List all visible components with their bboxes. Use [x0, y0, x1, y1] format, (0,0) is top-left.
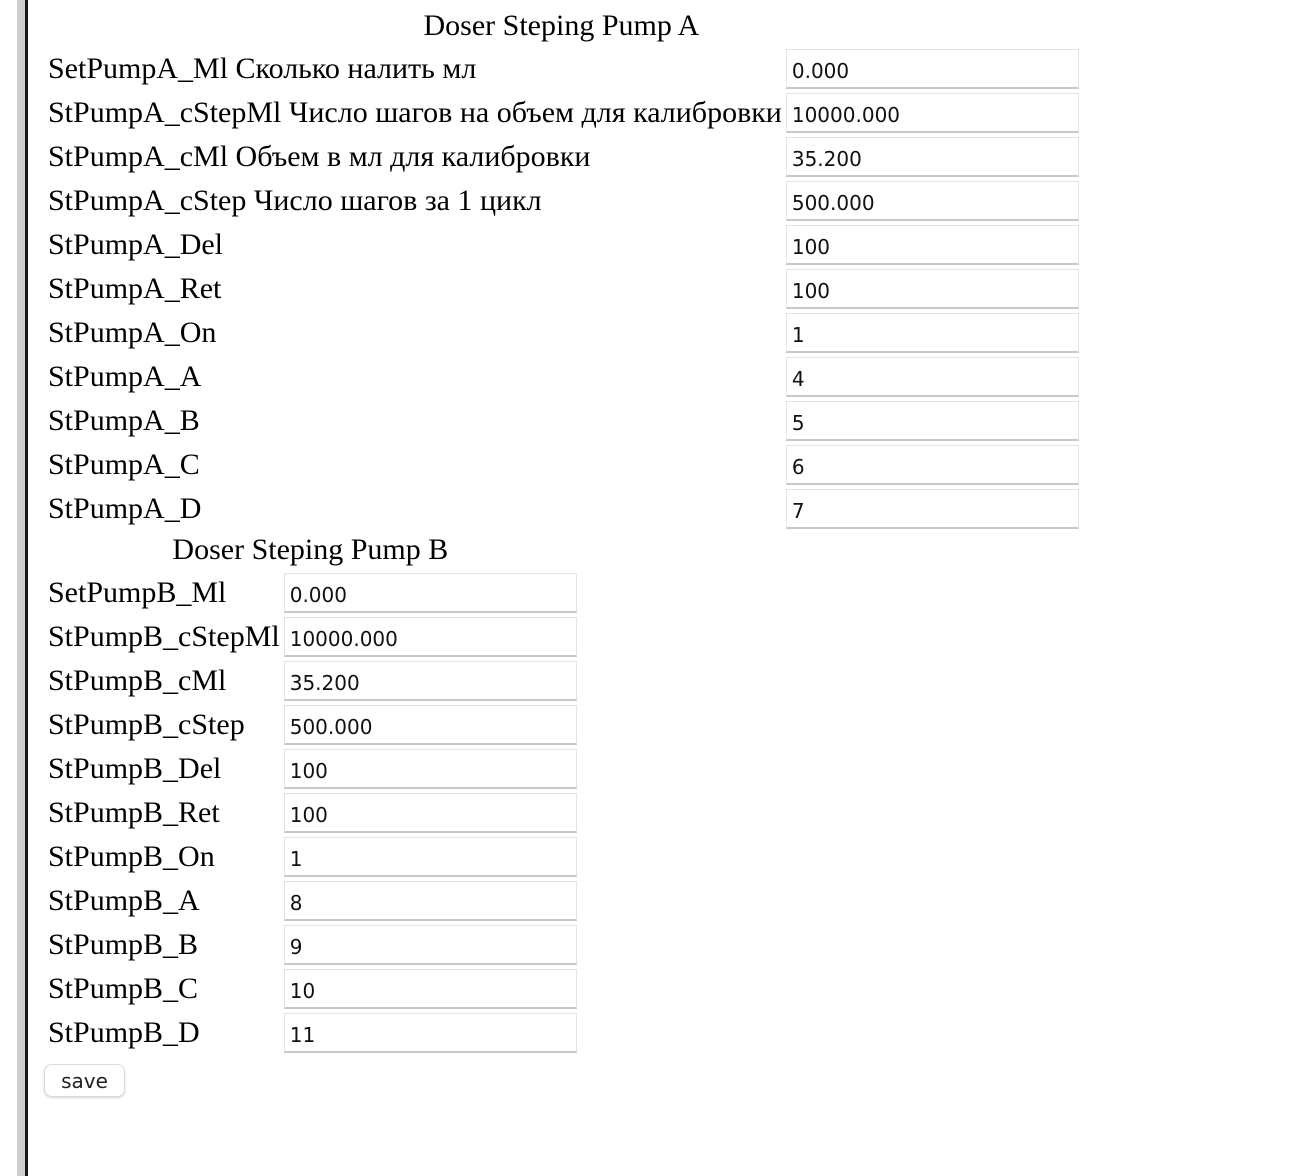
setting-label: StPumpB_cMl [48, 664, 227, 697]
setting-value-cell [282, 880, 577, 922]
setting-row [44, 136, 1079, 178]
setting-value-cell [784, 48, 1079, 90]
setting-value-cell [784, 488, 1079, 530]
setting-value-cell [784, 268, 1079, 310]
setting-value-cell [282, 968, 577, 1010]
setting-value-cell [282, 572, 577, 614]
setting-row [44, 880, 577, 922]
setting-row [44, 312, 1079, 354]
setting-value-input[interactable] [786, 313, 1079, 353]
setting-row [44, 92, 1079, 134]
setting-value-cell [282, 836, 577, 878]
setting-row [44, 748, 577, 790]
setting-value-cell [282, 704, 577, 746]
setting-value-cell [784, 180, 1079, 222]
setting-value-input[interactable] [284, 969, 577, 1009]
setting-row [44, 968, 577, 1010]
pump-a-title: Doser Steping Pump A [423, 9, 700, 42]
setting-value-cell [784, 92, 1079, 134]
setting-row [44, 444, 1079, 486]
setting-label: StPumpA_cStep Число шагов за 1 цикл [48, 184, 542, 217]
setting-value-input[interactable] [284, 925, 577, 965]
setting-label: StPumpB_On [48, 840, 215, 873]
setting-row [44, 924, 577, 966]
setting-value-input[interactable] [786, 357, 1079, 397]
setting-row [44, 704, 577, 746]
setting-value-cell [784, 356, 1079, 398]
pump-b-title: Doser Steping Pump B [172, 533, 449, 566]
setting-label: SetPumpA_Ml Сколько налить мл [48, 52, 477, 85]
setting-value-input[interactable] [786, 137, 1079, 177]
setting-row [44, 268, 1079, 310]
setting-row [44, 224, 1079, 266]
setting-value-input[interactable] [284, 617, 577, 657]
setting-value-input[interactable] [284, 749, 577, 789]
setting-label: SetPumpB_Ml [48, 576, 227, 609]
setting-label: StPumpB_cStepMl [48, 620, 280, 653]
setting-value-input[interactable] [786, 93, 1079, 133]
setting-label: StPumpB_B [48, 928, 199, 961]
setting-value-cell [282, 1012, 577, 1054]
setting-row [44, 616, 577, 658]
setting-row [44, 48, 1079, 90]
setting-label: StPumpA_cMl Объем в мл для калибровки [48, 140, 591, 173]
setting-value-input[interactable] [786, 445, 1079, 485]
settings-form [44, 8, 1081, 1097]
setting-value-input[interactable] [284, 793, 577, 833]
setting-label: StPumpA_C [48, 448, 200, 481]
setting-label: StPumpB_Ret [48, 796, 220, 829]
setting-row [44, 180, 1079, 222]
setting-label: StPumpA_Del [48, 228, 224, 261]
left-border-line [25, 0, 28, 1176]
setting-value-cell [784, 312, 1079, 354]
setting-value-input[interactable] [284, 705, 577, 745]
setting-value-cell [282, 616, 577, 658]
setting-row [44, 572, 577, 614]
pump-a-table [42, 8, 1081, 532]
setting-row [44, 400, 1079, 442]
setting-label: StPumpA_Ret [48, 272, 222, 305]
setting-label: StPumpB_Del [48, 752, 222, 785]
setting-value-input[interactable] [786, 489, 1079, 529]
setting-label: StPumpB_C [48, 972, 199, 1005]
setting-label: StPumpA_A [48, 360, 202, 393]
setting-value-cell [784, 224, 1079, 266]
setting-row [44, 1012, 577, 1054]
setting-label: StPumpB_A [48, 884, 200, 917]
left-gutter [17, 0, 25, 1176]
setting-value-cell [282, 792, 577, 834]
setting-value-input[interactable] [284, 573, 577, 613]
setting-row [44, 660, 577, 702]
setting-label: StPumpA_D [48, 492, 202, 525]
save-button[interactable]: save [44, 1064, 125, 1097]
setting-label: StPumpA_On [48, 316, 217, 349]
setting-value-input[interactable] [786, 269, 1079, 309]
setting-value-input[interactable] [284, 1013, 577, 1053]
setting-label: StPumpB_cStep [48, 708, 245, 741]
setting-value-input[interactable] [786, 225, 1079, 265]
setting-label: StPumpA_cStepMl Число шагов на объем для калибровки [48, 96, 782, 129]
pump-b-table [42, 532, 579, 1056]
setting-value-input[interactable] [284, 837, 577, 877]
setting-value-input[interactable] [284, 881, 577, 921]
setting-value-cell [784, 444, 1079, 486]
setting-label: StPumpA_B [48, 404, 200, 437]
setting-value-cell [784, 400, 1079, 442]
setting-value-cell [282, 660, 577, 702]
setting-value-input[interactable] [284, 661, 577, 701]
setting-value-cell [282, 748, 577, 790]
setting-value-input[interactable] [786, 181, 1079, 221]
setting-row [44, 356, 1079, 398]
setting-value-input[interactable] [786, 401, 1079, 441]
setting-value-cell [784, 136, 1079, 178]
setting-row [44, 836, 577, 878]
setting-row [44, 792, 577, 834]
setting-row [44, 488, 1079, 530]
setting-label: StPumpB_D [48, 1016, 200, 1049]
setting-value-input[interactable] [786, 49, 1079, 89]
setting-value-cell [282, 924, 577, 966]
